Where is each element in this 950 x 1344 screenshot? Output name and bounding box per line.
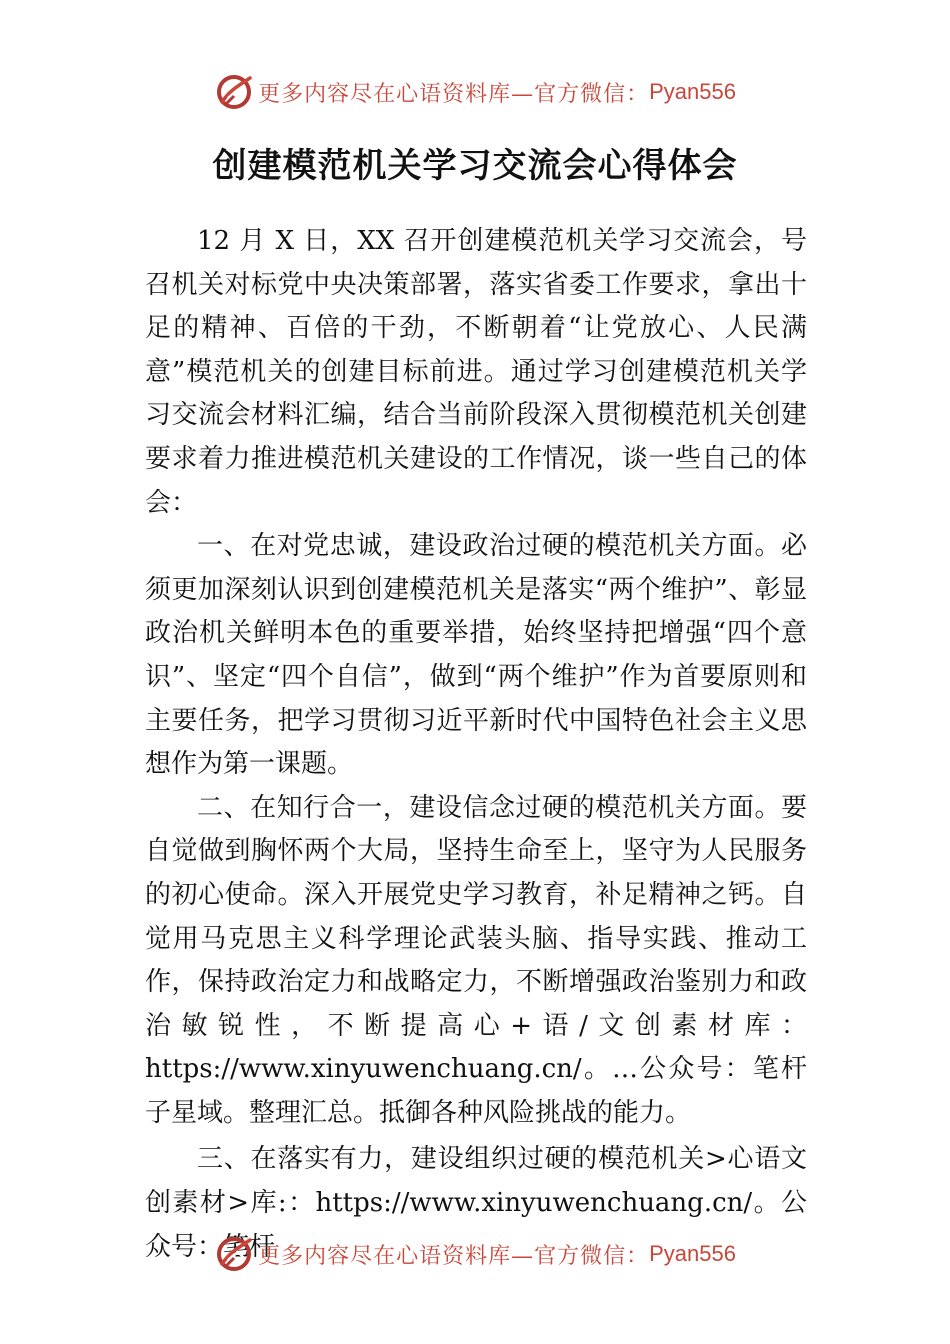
banner-wechat-id: Pyan556 [649,79,736,104]
banner-wechat-id: Pyan556 [649,1241,736,1266]
document-title: 创建模范机关学习交流会心得体会 [212,146,738,186]
banner-text: 更多内容尽在心语资料库—官方微信： [258,1243,650,1269]
paragraph-section-2: 二、在知行合一，建设信念过硬的模范机关方面。要自觉做到胸怀两个大局，坚持生命至上，坚守为人民服务的初心使命。深入开展党史学习教育，补足精神之钙。自觉用马克思主义科学理论武装头脑、指导实践、推动工作，保持政治定力和战略定力，不断增强政治鉴别力和政治敏锐性，不断提高心+语/文创素材库：https://www.xinyuwenchuang.cn/。…公众号：笔杆子星域。整理汇总。抵御各种风险挑战的能力。 [145,792,807,1128]
banner-text: 更多内容尽在心语资料库—官方微信： [258,81,650,107]
paragraph-intro: 12 月 X 日，XX 召开创建模范机关学习交流会，号召机关对标党中央决策部署，落实省委工作要求，拿出十足的精神、百倍的干劲，不断朝着“让党放心、人民满意”模范机关的创建目标前进。通过学习创建模范机关学习交流会材料汇编，结合当前阶段深入贯彻模范机关创建要求着力推进模范机关建设的工作情况，谈一些自己的体会： [145,226,807,518]
header-banner [0,70,950,114]
logo-icon [214,72,254,112]
logo-icon [214,1234,254,1274]
paragraph-section-1: 一、在对党忠诚，建设政治过硬的模范机关方面。必须更加深刻认识到创建模范机关是落实“两个维护”、彰显政治机关鲜明本色的重要举措，始终坚持把增强“四个意识”、坚定“四个自信”，做到“两个维护”作为首要原则和主要任务，把学习贯彻习近平新时代中国特色社会主义思想作为第一课题。 [145,531,807,780]
document-body [145,220,807,1269]
paragraph-section-3: 三、在落实有力，建设组织过硬的模范机关>心语文创素材>库:：https://www.xinyuwenchuang.cn/。公众号：笔杆 [145,1144,807,1262]
footer-banner [0,1232,950,1276]
